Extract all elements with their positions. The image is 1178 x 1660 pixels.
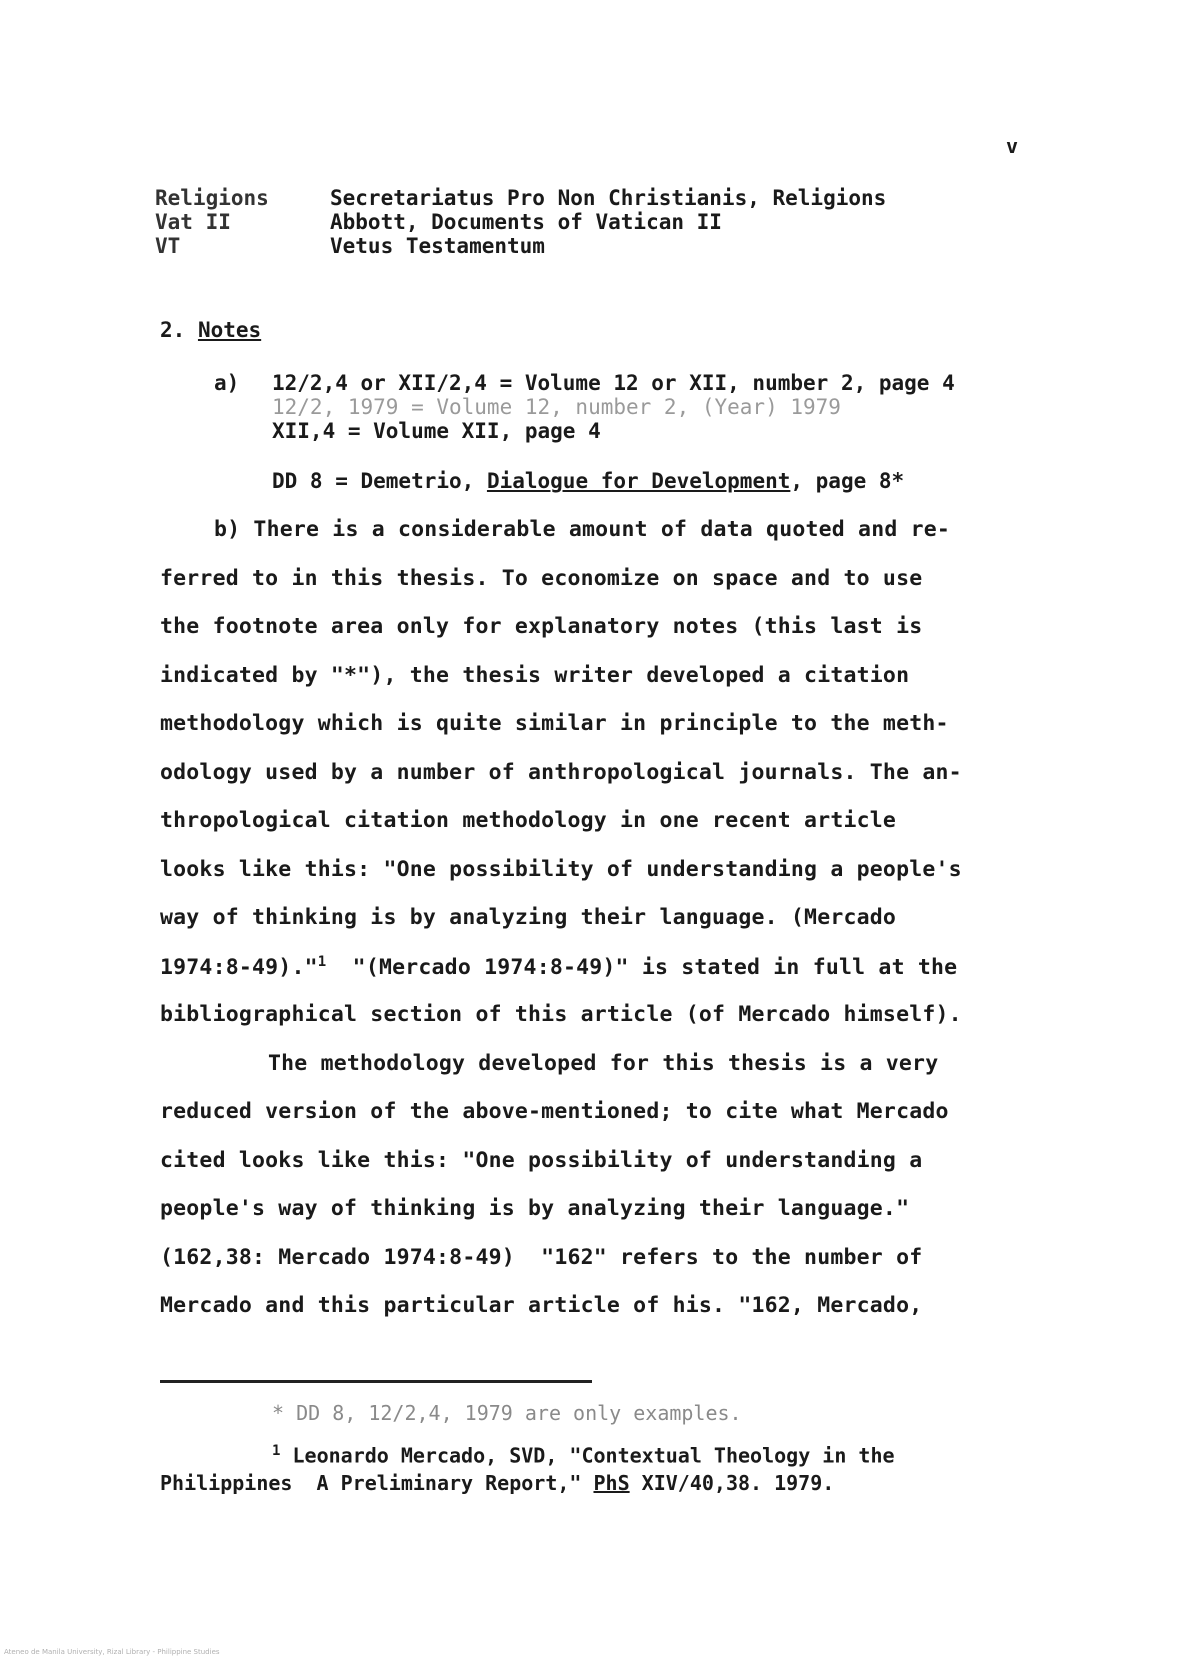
abbreviation-key: Religions [155,186,269,210]
abbreviation-value: Abbott, Documents of Vatican II [330,210,722,234]
body-line: cited looks like this: "One possibility of understanding a [160,1148,923,1173]
citation-continued: "(Mercado 1974:8-49)" is stated in full at the [352,955,958,981]
footnote-reference: 1 [317,954,327,970]
section-heading [160,318,261,342]
journal-abbrev: PhS [593,1471,630,1495]
note-dd-line [272,469,904,493]
page-number: v [1006,134,1019,158]
body-line: bibliographical section of this article (of Mercado himself). [160,1002,962,1027]
body-line: odology used by a number of anthropological journals. The an- [160,760,962,785]
body-line: Mercado and this particular article of his. "162, Mercado, [160,1293,923,1318]
archive-stamp: Ateneo de Manila University, Rizal Library - Philippine Studies [4,1648,220,1656]
dd-title: Dialogue for Development [486,469,791,493]
body-line: the footnote area only for explanatory notes (this last is [160,614,923,639]
footnote-divider [160,1380,592,1383]
abbreviation-row [155,210,722,234]
note-a-line: XII,4 = Volume XII, page 4 [272,419,601,443]
body-line: ferred to in this thesis. To economize on space and to use [160,566,923,591]
footnote-one-line: Philippines A Preliminary Report," PhS XIV/40,38. 1979. [160,1471,835,1495]
section-number: 2. [160,318,186,342]
body-line: b) There is a considerable amount of data quoted and re- [214,517,951,542]
note-a-line: 12/2, 1979 = Volume 12, number 2, (Year) 1979 [272,395,841,419]
body-line: people's way of thinking is by analyzing their language." [160,1196,910,1221]
abbreviation-row [155,234,545,258]
footnote-one-line: $^1$ Leonardo Mercado, SVD, "Contextual Theology in the [272,1443,895,1468]
section-title: Notes [197,318,262,342]
dd-prefix: DD 8 = Demetrio, [272,469,487,493]
note-a-marker: a) [214,371,240,395]
abbreviation-value: Vetus Testamentum [330,234,545,258]
abbreviation-value: Secretariatus Pro Non Christianis, Religions [330,186,887,210]
body-line: looks like this: "One possibility of understanding a people's [160,857,962,882]
abbreviation-row [155,186,886,210]
body-line: thropological citation methodology in one recent article [160,808,897,833]
body-line: way of thinking is by analyzing their language. (Mercado [160,905,897,930]
note-a-line: 12/2,4 or XII/2,4 = Volume 12 or XII, number 2, page 4 [272,371,955,395]
body-line-with-citation [160,954,957,980]
footnote-star: * DD 8, 12/2,4, 1979 are only examples. [272,1401,742,1425]
body-line: reduced version of the above-mentioned; to cite what Mercado [160,1099,949,1124]
abbreviation-key: VT [155,234,181,258]
body-line: The methodology developed for this thesis is a very [268,1051,939,1076]
abbreviation-key: Vat II [155,210,231,234]
body-line: indicated by "*"), the thesis writer developed a citation [160,663,910,688]
dd-suffix: , page 8* [790,469,905,493]
citation-text: 1974:8-49)." [160,955,318,981]
footnote-number: 1 [272,1443,281,1459]
body-line: methodology which is quite similar in principle to the meth- [160,711,949,736]
body-line: (162,38: Mercado 1974:8-49) "162" refers to the number of [160,1245,923,1270]
